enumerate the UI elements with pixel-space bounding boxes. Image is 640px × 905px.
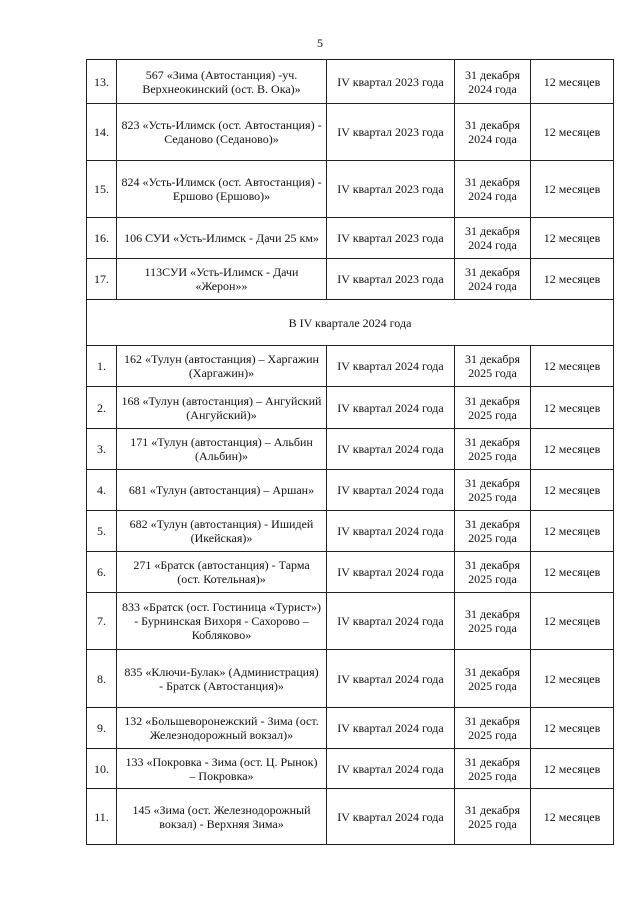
routes-table <box>86 59 614 845</box>
section-title: В IV квартале 2024 года <box>87 300 614 346</box>
start-period: IV квартал 2024 года <box>327 552 455 593</box>
table-row <box>87 593 614 650</box>
term: 12 месяцев <box>531 511 614 552</box>
end-date: 31 декабря 2024 года <box>455 104 531 161</box>
row-number: 11. <box>87 789 117 845</box>
route-name: 168 «Тулун (автостанция) – Ангуйский (Ангуйский)» <box>117 387 327 429</box>
end-date: 31 декабря 2024 года <box>455 218 531 259</box>
route-name: 823 «Усть-Илимск (ост. Автостанция) - Седаново (Седаново)» <box>117 104 327 161</box>
route-name: 171 «Тулун (автостанция) – Альбин (Альбин)» <box>117 429 327 470</box>
end-date: 31 декабря 2025 года <box>455 749 531 789</box>
term: 12 месяцев <box>531 429 614 470</box>
end-date: 31 декабря 2024 года <box>455 60 531 104</box>
term: 12 месяцев <box>531 789 614 845</box>
route-name: 835 «Ключи-Булак» (Администрация) - Братск (Автостанция)» <box>117 650 327 708</box>
table-row <box>87 60 614 104</box>
end-date: 31 декабря 2025 года <box>455 552 531 593</box>
row-number: 15. <box>87 161 117 218</box>
end-date: 31 декабря 2024 года <box>455 161 531 218</box>
route-name: 567 «Зима (Автостанция) -уч. Верхнеокинский (ост. В. Ока)» <box>117 60 327 104</box>
page-number: 5 <box>317 36 323 50</box>
route-name: 113СУИ «Усть-Илимск - Дачи «Жерон»» <box>117 259 327 300</box>
table-row <box>87 708 614 749</box>
route-name: 145 «Зима (ост. Железнодорожный вокзал) - Верхняя Зима» <box>117 789 327 845</box>
table-row <box>87 789 614 845</box>
table-row <box>87 552 614 593</box>
end-date: 31 декабря 2024 года <box>455 259 531 300</box>
row-number: 16. <box>87 218 117 259</box>
row-number: 7. <box>87 593 117 650</box>
route-name: 833 «Братск (ост. Гостиница «Турист») - Бурнинская Вихоря - Сахорово – Кобляково» <box>117 593 327 650</box>
start-period: IV квартал 2024 года <box>327 387 455 429</box>
table-row <box>87 650 614 708</box>
start-period: IV квартал 2024 года <box>327 749 455 789</box>
row-number: 10. <box>87 749 117 789</box>
start-period: IV квартал 2024 года <box>327 470 455 511</box>
term: 12 месяцев <box>531 749 614 789</box>
table-row <box>87 259 614 300</box>
row-number: 17. <box>87 259 117 300</box>
route-name: 106 СУИ «Усть-Илимск - Дачи 25 км» <box>117 218 327 259</box>
start-period: IV квартал 2023 года <box>327 60 455 104</box>
route-name: 133 «Покровка - Зима (ост. Ц. Рынок) – Покровка» <box>117 749 327 789</box>
table-row <box>87 346 614 387</box>
row-number: 1. <box>87 346 117 387</box>
end-date: 31 декабря 2025 года <box>455 593 531 650</box>
table-row <box>87 429 614 470</box>
start-period: IV квартал 2023 года <box>327 104 455 161</box>
start-period: IV квартал 2023 года <box>327 218 455 259</box>
term: 12 месяцев <box>531 218 614 259</box>
table-row <box>87 218 614 259</box>
term: 12 месяцев <box>531 708 614 749</box>
row-number: 6. <box>87 552 117 593</box>
route-name: 824 «Усть-Илимск (ост. Автостанция) - Ершово (Ершово)» <box>117 161 327 218</box>
start-period: IV квартал 2024 года <box>327 708 455 749</box>
route-name: 681 «Тулун (автостанция) – Аршан» <box>117 470 327 511</box>
row-number: 13. <box>87 60 117 104</box>
end-date: 31 декабря 2025 года <box>455 708 531 749</box>
table-row <box>87 104 614 161</box>
start-period: IV квартал 2024 года <box>327 593 455 650</box>
row-number: 8. <box>87 650 117 708</box>
term: 12 месяцев <box>531 593 614 650</box>
term: 12 месяцев <box>531 470 614 511</box>
table-row <box>87 749 614 789</box>
table-row <box>87 161 614 218</box>
row-number: 2. <box>87 387 117 429</box>
start-period: IV квартал 2024 года <box>327 650 455 708</box>
route-name: 132 «Большеворонежский - Зима (ост. Железнодорожный вокзал)» <box>117 708 327 749</box>
row-number: 14. <box>87 104 117 161</box>
route-name: 271 «Братск (автостанция) - Тарма (ост. Котельная)» <box>117 552 327 593</box>
section-header-row <box>87 300 614 346</box>
table-row <box>87 470 614 511</box>
row-number: 5. <box>87 511 117 552</box>
start-period: IV квартал 2024 года <box>327 429 455 470</box>
row-number: 9. <box>87 708 117 749</box>
end-date: 31 декабря 2025 года <box>455 650 531 708</box>
term: 12 месяцев <box>531 104 614 161</box>
row-number: 4. <box>87 470 117 511</box>
term: 12 месяцев <box>531 60 614 104</box>
end-date: 31 декабря 2025 года <box>455 470 531 511</box>
route-name: 162 «Тулун (автостанция) – Харгажин (Харгажин)» <box>117 346 327 387</box>
start-period: IV квартал 2024 года <box>327 346 455 387</box>
term: 12 месяцев <box>531 552 614 593</box>
row-number: 3. <box>87 429 117 470</box>
start-period: IV квартал 2023 года <box>327 161 455 218</box>
end-date: 31 декабря 2025 года <box>455 511 531 552</box>
start-period: IV квартал 2024 года <box>327 511 455 552</box>
end-date: 31 декабря 2025 года <box>455 789 531 845</box>
table-row <box>87 387 614 429</box>
route-name: 682 «Тулун (автостанция) - Ишидей (Икейская)» <box>117 511 327 552</box>
term: 12 месяцев <box>531 650 614 708</box>
term: 12 месяцев <box>531 387 614 429</box>
term: 12 месяцев <box>531 346 614 387</box>
end-date: 31 декабря 2025 года <box>455 387 531 429</box>
start-period: IV квартал 2023 года <box>327 259 455 300</box>
start-period: IV квартал 2024 года <box>327 789 455 845</box>
term: 12 месяцев <box>531 259 614 300</box>
end-date: 31 декабря 2025 года <box>455 346 531 387</box>
table-row <box>87 511 614 552</box>
term: 12 месяцев <box>531 161 614 218</box>
end-date: 31 декабря 2025 года <box>455 429 531 470</box>
